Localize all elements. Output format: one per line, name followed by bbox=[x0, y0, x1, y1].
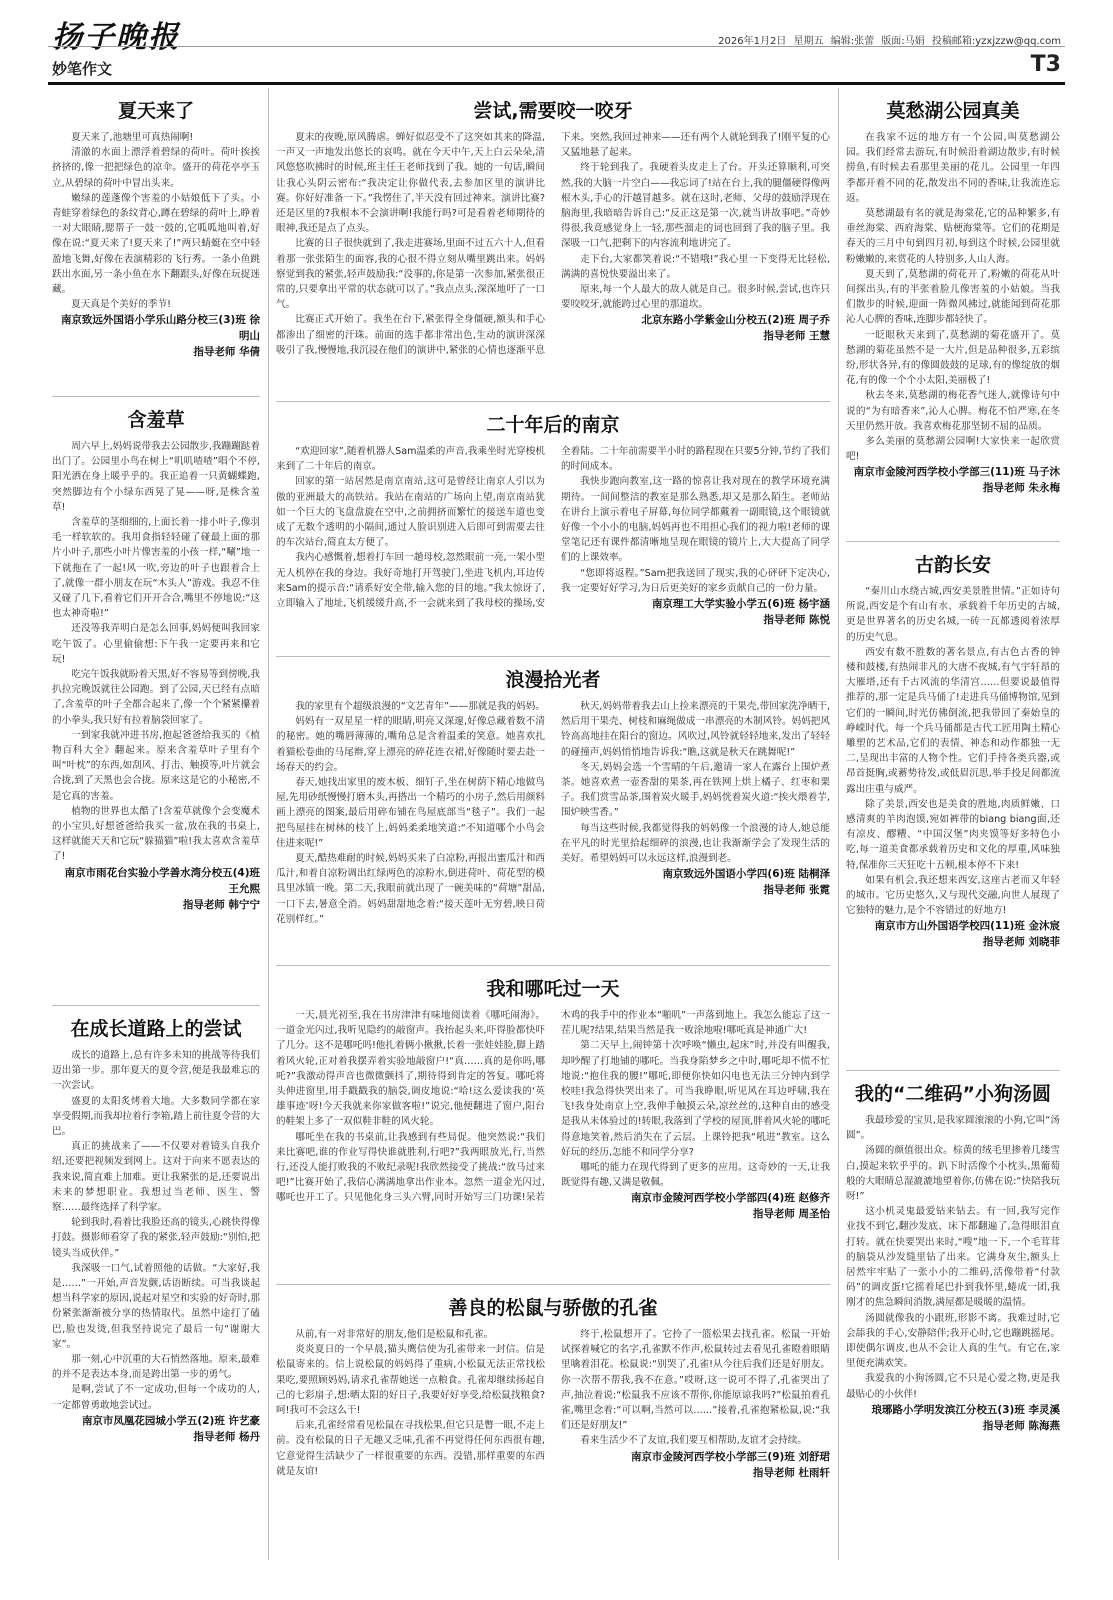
author-byline: 南京市凤凰花园城小学五(2)班 许艺豪 bbox=[81, 1414, 260, 1427]
paragraph: 西安有数不胜数的著名景点,有古色古香的钟楼和鼓楼,有热闹非凡的大唐不夜城,有气宇轩昂的大雁塔,还有千古风流的华清宫……但要说最值得推荐的,那一定是兵马俑了!走进兵马俑博物馆,见到它们的一瞬间,时光仿佛倒流,把我带回了秦始皇的峥嵘时代。每一个兵马俑都是古代工匠用陶土精心雕塑的艺术品,它们的表情、神态和动作都独一无二,呈现出丰富的人物个性。它们手持各类兵器,或昂首挺胸,或蓄势待发,或低眉沉思,举手投足间都流露出庄重与威严。 bbox=[846, 646, 1060, 795]
article bbox=[276, 406, 830, 652]
article-divider bbox=[276, 1284, 830, 1285]
paragraph: 是啊,尝试了不一定成功,但每一个成功的人,一定都曾勇敢地尝试过。 bbox=[52, 1384, 260, 1411]
article bbox=[276, 92, 830, 397]
paragraph: 原来,每一个人最大的敌人就是自己。很多时候,尝试,也许只要咬咬牙,就能跨过心里的那道坎。 bbox=[561, 284, 830, 311]
teacher-credit: 指导老师 刘晓菲 bbox=[982, 936, 1060, 949]
paragraph: 从前,有一对非常好的朋友,他们是松鼠和孔雀。 bbox=[295, 1329, 494, 1340]
teacher-credit: 指导老师 杜雨轩 bbox=[752, 1466, 830, 1479]
teacher-credit: 指导老师 韩宁宁 bbox=[182, 898, 260, 911]
article bbox=[846, 546, 1060, 1066]
article-title: 二十年后的南京 bbox=[486, 414, 620, 436]
article-body bbox=[276, 1327, 830, 1481]
right-column bbox=[846, 92, 1060, 1562]
paragraph: 我深吸一口气,试着照他的话做。“大家好,我是……”一开始,声音发颤,话语断续。可当我谈起想当科学家的原因,说起对星空和实验的好奇时,那份紧张渐渐被分享的热情取代。虽然中途打了磕巴,脸也发烫,但我坚持说完了最后一句“谢谢大家”。 bbox=[52, 1262, 260, 1350]
article-body bbox=[276, 1008, 830, 1222]
paragraph: 夏天,酷热难耐的时候,妈妈买来了白凉粉,再报出蜜瓜汁和西瓜汁,和着自凉粉调出红绿两色的凉粉水,倒进荷叶、荷花型的模具里冰镇一晚。第二天,我眼前就出现了一碗美味的“荷塘”甜品,一口下去,暑意全消。妈妈甜甜地念着:“接天莲叶无穷碧,映日荷花别样红。” bbox=[276, 853, 545, 925]
paragraph: 终于轮到我了。我硬着头皮走上了台。开头还算顺利,可突然,我的大脑一片空白——我忘词了!站在台上,我的腿僵硬得像两根木头,手心的汗越冒越多。就在这时,老师、父母的鼓励浮现在脑海里,我暗暗告诉自己:“反正这是第一次,就当讲故事吧。”奇妙得很,我竟感觉身上一轻,那些溜走的词也回到了我的脑子里。我深吸一口气,把剩下的内容流利地讲完了。 bbox=[561, 162, 830, 250]
article bbox=[52, 401, 260, 1001]
teacher-credit: 指导老师 朱永梅 bbox=[982, 482, 1060, 495]
paragraph: 哪吒的能力在现代得到了更多的应用。这奇妙的一天,让我既觉得有趣,又满是敬佩。 bbox=[561, 1162, 830, 1189]
author-byline: 南京致远外国语小学四(6)班 陆桐泽 bbox=[662, 868, 830, 881]
article bbox=[846, 92, 1060, 537]
article-body bbox=[276, 444, 830, 628]
paragraph: 秋去冬来,莫愁湖的梅花香气迷人,就像诗句中说的“为有暗香来”,沁人心脾。梅花不怕严寒,在冬天里仍然开放。我喜欢梅花那坚韧不屈的品质。 bbox=[846, 390, 1060, 432]
teacher-credit: 指导老师 王慧 bbox=[763, 330, 830, 343]
article-body bbox=[276, 130, 830, 358]
article-body bbox=[52, 439, 260, 913]
issue-date: 2026年1月2日 bbox=[718, 36, 787, 47]
layout-editor: 版面:马娟 bbox=[881, 36, 925, 47]
paragraph: 周六早上,妈妈说带我去公园散步,我蹦蹦跶着出门了。公园里小鸟在树上“叽叽喳喳”唱个不停,阳光洒在身上暖乎乎的。我正追着一只黄蝴蝶跑,突然脚边有个小绿东西晃了晃——呀,是株含羞草! bbox=[52, 441, 260, 513]
paragraph: 终于,松鼠想开了。它拎了一篮松果去找孔雀。松鼠一开始试探着喊它的名字,孔雀默不作声,松鼠转过去看见孔雀瞪着眼睛里噙着泪花。松鼠说:“别哭了,孔雀!从今往后我们还是好朋友。你一次帮不帮我,我不在意。”哎呀,这一说可不得了,孔雀哭出了声,抽泣着说:“松鼠我不应该不帮你,你能原谅我吗?”松鼠拍着孔雀,嘴里念着:“可以啊,当然可以……”接着,孔雀抱紧松鼠,说:“我们还是好朋友!” bbox=[561, 1329, 830, 1432]
paragraph: 在我家不远的地方有一个公园,叫莫愁湖公园。我们经常去游玩,有时候沿着湖边散步,有时候捞鱼,有时候去看那里美丽的花儿。公园里一年四季都开着不同的花,散发出不同的香味,让我流连忘返。 bbox=[846, 132, 1060, 204]
paragraph: 真正的挑战来了——不仅要对着镜头自我介绍,还要把视频发到网上。这对于向来不愿表达的我来说,简直难上加难。更让我紧张的是,还要说出未来的梦想职业。我想过当老师、医生、警察……最终选择了科学家。 bbox=[52, 1141, 260, 1214]
paragraph: 我快步跑向教室,这一路的惊喜让我对现在的教学环境充满期待。一间间整洁的教室是那么熟悉,却又是那么陌生。老师站在讲台上演示着电子屏幕,每位同学都戴着一副眼镜,这个眼镜就好像一个小小的电脑,妈妈再也不用担心我们的视力啦!老师的课堂笔记还有课件都清晰地呈现在眼镜的镜片上,大大提高了同学们的上课效率。 bbox=[561, 476, 830, 564]
article-title: 尝试,需要咬一咬牙 bbox=[473, 100, 633, 122]
issue-info bbox=[714, 32, 1061, 47]
paragraph: 炎炎夏日的一个早晨,猫头鹰信使为孔雀带来一封信。信是松鼠寄来的。信上说松鼠的妈妈得了重病,小松鼠无法正常找松果吃,要照顾妈妈,请求孔雀帮她送一点粮食。孔雀却继续扬起自己的七彩扇子,想:晒太阳的好日子,我要好好享受,给松鼠找粮食?呵!我可不会这么干! bbox=[276, 1344, 545, 1417]
article-body bbox=[846, 584, 1060, 950]
article-title: 莫愁湖公园真美 bbox=[886, 100, 1020, 122]
article bbox=[276, 661, 830, 961]
header-thick-rule bbox=[48, 82, 1065, 85]
paragraph: 如果有机会,我还想来西安,这座古老而又年轻的城市。它历史悠久,又与现代交融,向世人展现了它独特的魅力,是个不容错过的好地方! bbox=[846, 874, 1060, 917]
paragraph: 夏天真是个美好的季节! bbox=[71, 299, 171, 311]
paragraph: 秋天,妈妈带着我去山上捡来漂亮的干果壳,带回家洗净晒干,然后用干果壳、树枝和麻绳做成一串漂亮的木制风铃。妈妈把风铃高高地挂在阳台的窗边。风吹过,风铃就轻轻地来,发出了轻轻的碰撞声,妈妈悄悄地告诉我:“瞧,这就是秋天在跳舞呢!” bbox=[561, 701, 830, 758]
article-title: 含羞草 bbox=[127, 409, 185, 431]
left-column bbox=[52, 92, 260, 1562]
paragraph: 我最珍爱的宝贝,是我家圆滚滚的小狗,它叫“汤圆”。 bbox=[846, 1115, 1060, 1142]
article bbox=[276, 970, 830, 1280]
article-body bbox=[52, 1048, 260, 1445]
article-title: 浪漫拾光者 bbox=[505, 669, 601, 691]
section-title: 妙笔作文 bbox=[52, 60, 113, 78]
article bbox=[846, 1075, 1060, 1562]
paragraph: 植物的世界也太酷了!含羞草就像个会变魔术的小宝贝,好想爸爸给我买一盆,放在我的书桌上,这样就能天天和它玩“躲猫猫”啦!我太喜欢含羞草了! bbox=[52, 805, 260, 863]
teacher-credit: 指导老师 张霓 bbox=[763, 884, 830, 897]
article-title: 夏天来了 bbox=[117, 100, 194, 122]
paragraph: 多么美丽的莫愁湖公园啊!大家快来一起欣赏吧! bbox=[846, 436, 1060, 463]
paragraph: “秦川山水绕古城,西安美景胜世情。”正如诗句所说,西安是个有山有水、承载着千年历史的古城,更是世界著名的历史名城,一砖一瓦都透阅着浓厚的历史气息。 bbox=[846, 586, 1060, 643]
article-body bbox=[846, 130, 1060, 496]
paragraph: 回家的第一站居然是南京南站,这可是曾经让南京人引以为傲的亚洲最大的高铁站。我站在南站的广场向上望,南京南站犹如一个巨大的飞盘盘旋在空中,之前拥挤而繁忙的接送车道也变成了无数个透明的小隔间,通过人脸识别进入后即可到需要去往的车次站台,简直太方便了。 bbox=[276, 476, 545, 549]
paragraph: 一天,晨光初至,我在书房津津有味地阅读着《哪吒闹海》。一道金光闪过,我听见隐约的敲窗声。我抬起头来,吓得脸都快吓了几分。这不是哪吒吗!他扎着俩小揪揪,长着一张娃娃脸,脚上踏着风火轮,正对着我摆弄着实验地敲窗户!“真……真的是你吗,哪吒?”我激动得声音也微微颤抖了,期待得到肯定的答复。哪吒将头伸进窗里,用手戳戳我的脑袋,调皮地说:“哈!这么爱读我的‘英雄事迹’呀!今天我就来你家做客啦!”说完,他便翻进了窗户,阳台的鞋架上多了一双似鞋非鞋的风火轮。 bbox=[276, 1010, 545, 1128]
paragraph: 第二天早上,闹钟第十次呼唤“懒虫,起床”时,并没有叫醒我,却吵醒了打地铺的哪吒。当我身陷梦乡之中时,哪吒却不慌不忙地说:“抱住我的腰!”哪吒,即便你快如闪电也无法三分钟内到学校哇!我急得快哭出来了。可当我睁眼,听见风在耳边呼啸,我在飞!我身处南京上空,我伸手触摸云朵,凉丝丝的,这种自由的感受是我从未体验过的!转眼,我落到了学校的屋顶,胖着风火轮的哪吒得意地笑着,然后消失在了云层。上课铃把我“吼进”教室。这么好玩的经历,怎能不和同学分享? bbox=[561, 1040, 830, 1158]
masthead bbox=[0, 0, 1113, 90]
issue-weekday: 星期五 bbox=[793, 36, 824, 47]
paragraph: 看来生活少不了友谊,我们要互相帮助,友谊才会持续。 bbox=[580, 1435, 807, 1447]
article-body bbox=[276, 699, 830, 927]
paragraph: 盛夏的太阳炙烤着大地。大多数同学都在家享受假期,而我却拉着行李箱,踏上前往夏令营的大巴。 bbox=[52, 1095, 260, 1138]
paragraph: 夏末的夜晚,原风腾虐。蝉好似忍受不了这突如其来的降温,一声又一声地发出悠长的哀鸣。就在今天中午,天上白云朵朵,清风悠悠吹拂时的时候,班主任王老师找到了我。她的一句话,瞬间让我心头阴云密布:“我决定让你做代表,去参加区里的演讲比赛。你好好准备一下。”我愣住了,半天没有回过神来。演讲比赛?还是区里的?我根本不会演讲啊!我能行吗?可是看着老师期待的眼神,我还是点了点头。 bbox=[276, 132, 545, 235]
paragraph: 轮到我时,看着比我脸还高的镜头,心跳快得像打鼓。摄影师看穿了我的紧张,轻声鼓励:“别怕,把镜头当成伙伴。” bbox=[52, 1217, 260, 1259]
paragraph: 一眨眼秋天来到了,莫愁湖的菊花盛开了。莫愁湖的菊花虽然不是一大片,但是品种很多,五彩缤纷,形状各异,有的像圆鼓鼓的足球,有的像绽放的烟花,有的像一个个小太阳,美丽极了! bbox=[846, 329, 1060, 387]
paragraph: 那一刻,心中沉重的大石悄然落地。原来,最难的并不是表达本身,而是跨出第一步的勇气。 bbox=[52, 1354, 260, 1381]
paragraph: 清澈的水面上漂浮着碧绿的荷叶。荷叶挨挨挤挤的,像一把把绿色的凉伞。盛开的荷花亭亭玉立,从碧绿的荷叶中冒出头来。 bbox=[52, 147, 260, 189]
author-byline: 南京理工大学实验小学五(6)班 杨宇涵 bbox=[651, 598, 830, 611]
author-byline: 北京东路小学紫金山分校五(2)班 周子乔 bbox=[641, 314, 830, 327]
paragraph: 夏天到了,莫愁湖的荷花开了,粉嫩的荷花从叶间探出头,有的半张着脸儿像害羞的小姑娘。当我们散步的时候,迎面一阵微风拂过,就能闻到荷花那沁人心脾的香味,连脚步都轻快了。 bbox=[846, 268, 1060, 326]
header-rule bbox=[48, 46, 1065, 47]
teacher-credit: 指导老师 周圣怡 bbox=[752, 1208, 830, 1221]
paragraph: 每当这些时候,我都觉得我的妈妈像一个浪漫的诗人,她总能在平凡的时光里拾起细碎的浪漫,也让我渐渐学会了发现生活的美好。希望妈妈可以永远这样,浪漫到老。 bbox=[561, 822, 830, 865]
article bbox=[52, 92, 260, 392]
author-byline: 琅琊路小学明发滨江分校五(3)班 李灵溪 bbox=[871, 1403, 1060, 1416]
teacher-credit: 指导老师 陈悦 bbox=[763, 614, 830, 627]
article-divider bbox=[846, 1070, 1060, 1071]
paragraph: 哪吒坐在我的书桌前,让我感到有些局促。他突然说:“我们来比赛吧,谁的作业写得快谁就胜利,行吧?”我两眼放光,行,当然行,还没人能打败我的不败纪录呢!我欣然接受了挑战:“放马过来吧!”比赛开始了,我信心满满地拿出作业本。忽然一道金光闪过,哪吒也开工了。只见他化身三头六臂,同时开始写三门功课!呆若木鸡的我手中的作业本“啪叽”一声落到地上。我怎么能忘了这一茬儿呢?结果,结果当然是我一败涂地啦!哪吒真是神通广大! bbox=[276, 1010, 830, 1204]
article-title: 我和哪吒过一天 bbox=[486, 978, 620, 1000]
paragraph: 走下台,大家都笑着说:“不错哦!”我心里一下变得无比轻松,满满的喜悦快要溢出来了。 bbox=[561, 253, 830, 280]
paragraph: 成长的道路上,总有许多未知的挑战等待我们迈出第一步。那年夏天的夏令营,便是我最难忘的一次尝试。 bbox=[52, 1050, 260, 1092]
teacher-credit: 指导老师 陈海燕 bbox=[982, 1419, 1060, 1432]
paragraph: 一到家我就冲进书房,抱起爸爸给我买的《植物百科大全》翻起来。原来含羞草叶子里有个叫“叶枕”的东西,如刮风、打击、触摸等,叶片就会合拢,到了天黑也会合拢。原来这是它的小秘密,不是它真的害羞。 bbox=[52, 729, 260, 802]
paragraph: 汤圆就像我的小跟班,形影不离。我难过时,它会舔我的手心,安静陪伴;我开心时,它也蹦跳摇尾。即使偶尔调皮,也从不会让人真的生气。有它在,家里便充满欢笑。 bbox=[846, 1312, 1060, 1370]
paragraph: 这小机灵鬼最爱钻来钻去。有一回,我写完作业找不到它,翻沙发底、床下都翻遍了,急得眼泪直打转。就在快要哭出来时,“嗖”地一下,一个毛茸茸的脑袋从沙发缝里钻了出来。它满身灰尘,额头上居然牢牢贴了一张小小的二维码,活像带着“付款码”的调皮蛋!它摇着尾巴扑到我怀里,蜷成一团,我刚才的焦急瞬间消散,满屋都是暖暖的温情。 bbox=[846, 1206, 1060, 1309]
article-divider bbox=[276, 401, 830, 402]
paragraph: 冬天,妈妈会选一个雪晴的午后,邀请一家人在露台上围炉煮茶。她喜欢煮一壶香甜的果茶,再在铁网上烘上橘子、红枣和栗子。我们赏雪品茶,围着炭火暖手,妈妈恍着炭火道:“挨火煨着芋,围炉映雪香。” bbox=[561, 761, 830, 819]
page-number: T3 bbox=[1030, 52, 1061, 77]
article bbox=[52, 1010, 260, 1558]
paragraph: 我的家里有个超级浪漫的“文艺青年”——那就是我的妈妈。 bbox=[295, 701, 545, 712]
newspaper-logo: 扬子晚报 bbox=[52, 20, 180, 55]
teacher-credit: 指导老师 华倩 bbox=[193, 346, 260, 359]
article-divider bbox=[52, 1005, 260, 1006]
author-byline: 南京市方山外国语学校四(11)班 金沐宸 bbox=[874, 920, 1060, 933]
paragraph: 除了美景,西安也是美食的胜地,肉质鲜嫩、口感清爽的羊肉泡馍,宛如裤带的biang biang面,还有凉皮、醪糟、“中国汉堡”肉夹馍等好多特色小吃,每一道美食都承载着历史和文化的厚重,风味独特,保准你三天狂吃十五顿,根本停不下来! bbox=[846, 798, 1060, 871]
paragraph: 后来,孔雀经常看见松鼠在寻找松果,但它只是瞥一眼,不走上前。没有松鼠的日子无趣又乏味,孔雀不再觉得任何东西很有趣,它意觉得生活缺少了一样很重要的东西。没错,那样重要的东西就是友谊! bbox=[276, 1420, 545, 1477]
paragraph: 妈妈有一双星星一样的眼睛,明亮又深邃,好像总藏着数不清的秘密。她的嘴唇薄薄的,嘴角总是含着温柔的笑意。她喜欢扎着猫松卷曲的马尾辫,穿上漂亮的碎花连衣裙,好像随时要去赴一场春天的约会。 bbox=[276, 716, 545, 773]
paragraph: 嫩绿的莲蓬像个害羞的小姑娘低下了头。小青蛙穿着绿色的条纹背心,蹲在碧绿的荷叶上,睁着一对大眼睛,腮帮子一鼓一鼓的,它呱呱地叫着,好像在说:“夏天来了!夏天来了!”两只蜻蜓在空中轻盈地飞舞,好像在表演精彩的飞行秀。一条小鱼跳跃出水面,另一条小鱼在水下翻跟头,好像在玩捉迷藏。 bbox=[52, 192, 260, 296]
article-divider bbox=[276, 965, 830, 966]
author-byline: 南京致远外国语小学乐山路分校三(3)班 徐明山 bbox=[60, 314, 260, 343]
paragraph: 春天,她找出家里的废木板、细钉子,坐在树荫下精心地做鸟屋,先用砂纸慢慢打磨木头,再搭出一个精巧的小房子,然后用颜料画上漂亮的图案,最后用碎布铺在鸟屋底部当“毯子”。我们一起把鸟屋挂在树林的枝丫上,妈妈柔柔地笑道:“不知道哪个小鸟会住进来呢!” bbox=[276, 777, 545, 849]
author-byline: 南京市金陵河西学校小学部三(9)班 刘舒珺 bbox=[630, 1450, 830, 1463]
article-divider bbox=[846, 541, 1060, 542]
editor: 编辑:张蕾 bbox=[830, 36, 875, 47]
paragraph: 含羞草的茎细细的,上面长着一排小叶子,像羽毛一样软软的。我用食指轻轻碰了碰最上面的那片小叶子,那些小叶片像害羞的小孩一样,“唰”地一下就拖在了一起!风一吹,旁边的叶子也跟着合上了,就像一群小朋友在玩“木头人”游戏。我忍不住又碰了几下,看着它们开开合合,嘴里不停地说:“这也太神奇啦!” bbox=[52, 517, 260, 620]
article-divider bbox=[52, 396, 260, 397]
article-title: 善良的松鼠与骄傲的孔雀 bbox=[448, 1297, 658, 1319]
middle-column bbox=[276, 92, 830, 1562]
teacher-credit: 指导老师 杨丹 bbox=[193, 1430, 260, 1443]
author-byline: 南京市金陵河西学校小学部三(11)班 马子沐 bbox=[853, 466, 1060, 479]
paragraph: 比赛的日子很快就到了,我走进赛场,里面不过五六十人,但看着那一张张陌生的面容,我的心很不得立刻从嘴里跳出来。妈妈察觉到我的紧张,轻声鼓励我:“没事的,你是第一次参加,紧张很正常的,只要拿出平常的状态就可以了。”我点点头,深深地吁了一口气。 bbox=[276, 238, 545, 311]
paragraph: 夏天来了,池塘里可真热闹啊! bbox=[71, 132, 194, 143]
article-title: 古韵长安 bbox=[914, 554, 991, 576]
column-divider bbox=[838, 88, 839, 1560]
paragraph: 吃完午饭我就盼着天黑,好不容易等到傍晚,我扒拉完晚饭就往公园跑。到了公园,天已经有点暗了,含羞草的叶子全都合起来了,像一个个紧紧攥着的小拳头,我只好有拉着脑袋回家了。 bbox=[52, 669, 260, 726]
article-body bbox=[52, 130, 260, 360]
column-divider bbox=[268, 88, 269, 1560]
paragraph: 我内心感慨着,想着打车回一趟母校,忽然眼前一亮,一架小型无人机停在我的身边。我好奇地打开驾驶门,坐进飞机内,耳边传来Sam的提示音:“请系好安全带,输入您的目的地。”我太惊讶了,立即输入了地址,飞机缓缓升高,不一会就来到了我母校的操场,安全着陆。二十年前需要半小时的路程现在只要5分钟,节约了我们的时间成本。 bbox=[276, 446, 830, 610]
paragraph: 比赛正式开始了。我坐在台下,紧张得全身僵硬,额头和手心都渗出了细密的汗珠。前面的选手都非常出色,生动的演讲深深吸引了我,慢慢地,我沉浸在他们的演讲中,紧张的心情也逐渐平息下来。突然,我回过神来——还有两个人就轮到我了!刚平复的心又猛地悬了起来。 bbox=[276, 132, 830, 356]
submission-email: 投稿邮箱:yzxjzzw@qq.com bbox=[931, 36, 1061, 47]
article-title: 在成长道路上的尝试 bbox=[70, 1018, 242, 1040]
article-body bbox=[846, 1113, 1060, 1434]
author-byline: 南京市金陵河西学校小学部四(4)班 赵修齐 bbox=[630, 1192, 830, 1205]
article-divider bbox=[276, 656, 830, 657]
paragraph: 莫愁湖最有名的就是海棠花,它的品种繁多,有垂丝海棠、西府海棠、贴梗海棠等。它们的花期是春天的三月中旬到四月初,每到这个时候,公园里就粉嫩嫩的,来赏花的人特别多,人山人海。 bbox=[846, 208, 1060, 265]
article bbox=[276, 1289, 830, 1562]
paragraph: 还没等我弄明白是怎么回事,妈妈便叫我回家吃午饭了。心里偷偷想:下午我一定要再来和它玩! bbox=[52, 623, 260, 665]
paragraph: 我爱我的小狗汤圆,它不只是心爱之物,更是我最贴心的小伙伴! bbox=[846, 1373, 1060, 1400]
paragraph: “您即将返程。”Sam把我送回了现实,我的心砰砰下定决心,我一定要好好学习,为日后更美好的家乡贡献自己的一份力量。 bbox=[561, 567, 830, 594]
paragraph: “欢迎回家”,随着机器人Sam温柔的声音,我乘坐时光穿梭机来到了二十年后的南京。 bbox=[276, 446, 545, 473]
paragraph: 汤圆的颜值很出众。棕黄的绒毛里掺着几缕雪白,摸起来软乎乎的。趴下时活像个小枕头,黑葡萄般的大眼睛总湿漉漉地望着你,仿佛在说:“快陪我玩呀!” bbox=[846, 1145, 1060, 1203]
article-title: 我的“二维码”小狗汤圆 bbox=[855, 1083, 1051, 1105]
author-byline: 南京市雨花台实验小学善水湾分校五(4)班 王允熙 bbox=[64, 866, 260, 895]
